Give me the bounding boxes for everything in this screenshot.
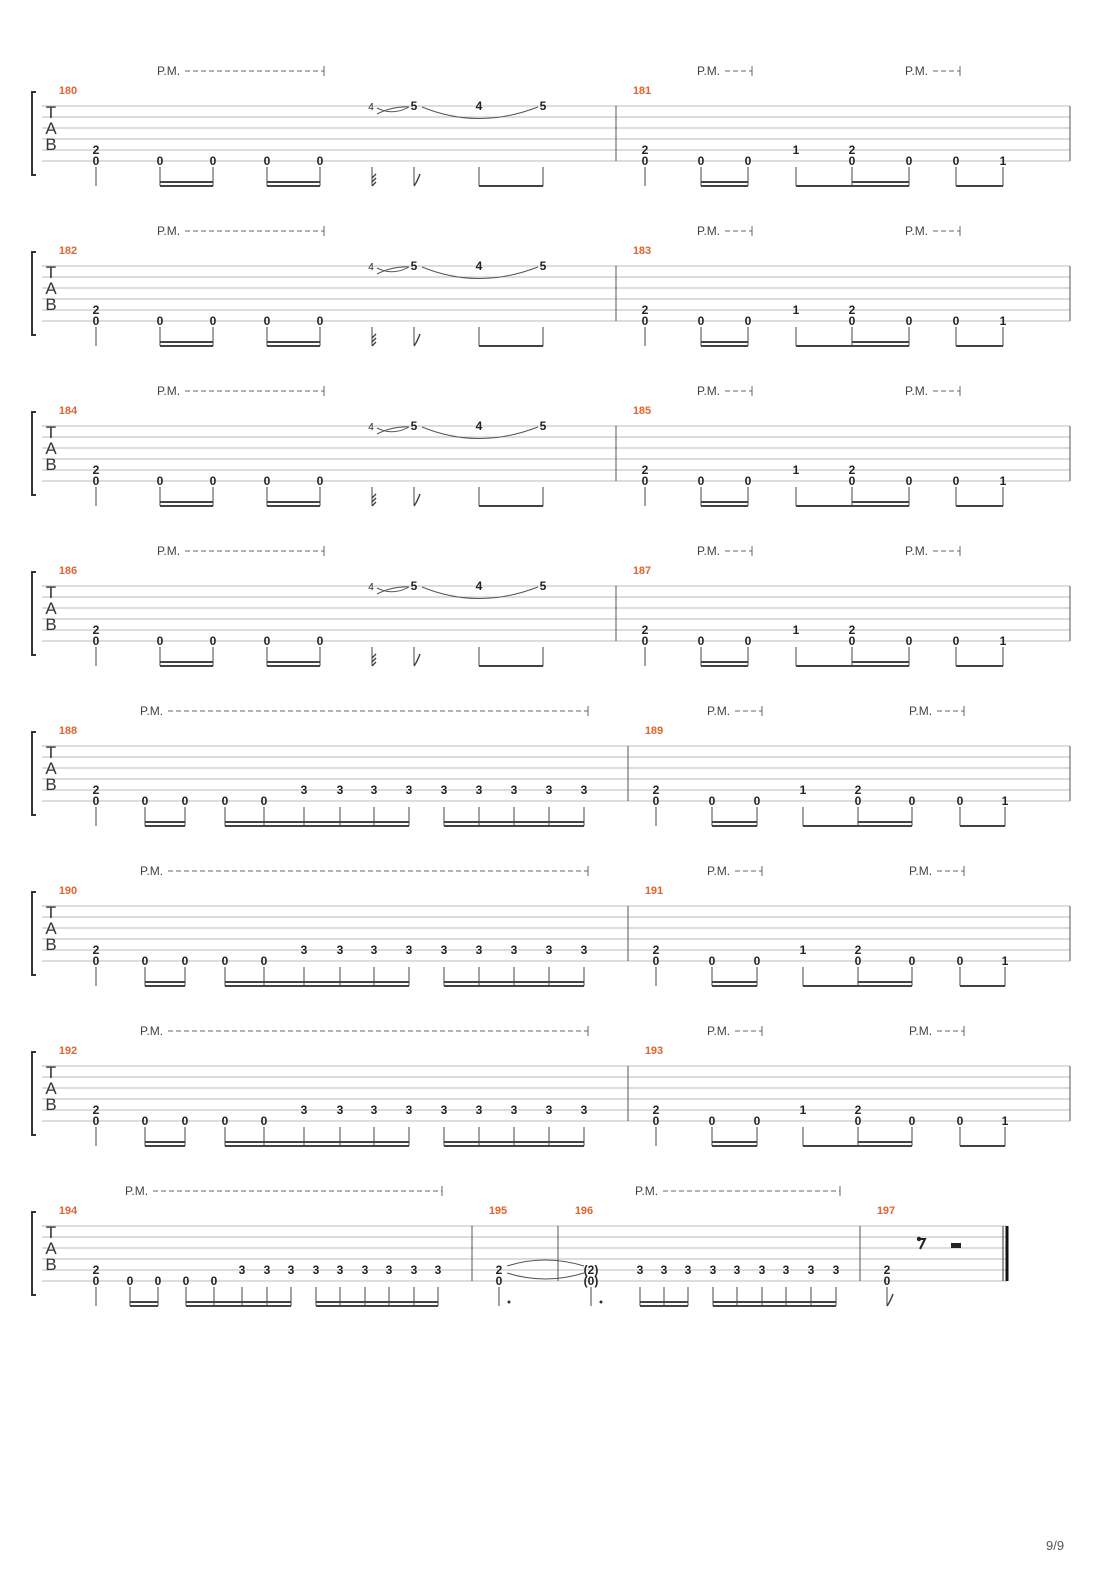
fret-number: 0	[641, 634, 649, 648]
fret-number: 2	[92, 463, 100, 477]
fret-number: 2	[652, 1103, 660, 1117]
fret-number: 3	[545, 943, 553, 957]
fret-number: 2	[854, 783, 862, 797]
fret-number: 3	[410, 1263, 418, 1277]
fret-number: 0	[744, 154, 752, 168]
fret-number: 0	[652, 794, 660, 808]
palm-mute-label: P.M.	[140, 864, 164, 878]
fret-number: 3	[405, 943, 413, 957]
measure-number: 181	[632, 85, 652, 97]
fret-number: 0	[908, 794, 916, 808]
eighth-rest-dot	[917, 1237, 921, 1241]
fret-number: 3	[807, 1263, 815, 1277]
fret-number: 1	[999, 634, 1007, 648]
slide-curve	[377, 107, 409, 112]
palm-mute-label: P.M.	[707, 864, 731, 878]
fret-number: 3	[336, 1263, 344, 1277]
fret-number: 3	[440, 943, 448, 957]
fret-number: 3	[510, 783, 518, 797]
fret-number: 2	[848, 143, 856, 157]
fret-number: 3	[312, 1263, 320, 1277]
fret-number: 5	[539, 259, 547, 273]
fret-number: 4	[475, 99, 483, 113]
system-bracket	[32, 572, 36, 655]
fret-number: 0	[641, 314, 649, 328]
tab-clef-letter: B	[45, 1095, 57, 1114]
palm-mute-label: P.M.	[125, 1184, 149, 1198]
palm-mute-label: P.M.	[697, 384, 721, 398]
fret-number: 0	[316, 474, 324, 488]
palm-mute-label: P.M.	[909, 864, 933, 878]
fret-number: 0	[209, 634, 217, 648]
fret-number: 0	[141, 1114, 149, 1128]
system-bracket	[32, 1212, 36, 1295]
fret-number: 0	[260, 954, 268, 968]
fret-number: 0	[753, 794, 761, 808]
fret-number: 1	[999, 474, 1007, 488]
fret-number: 0	[708, 1114, 716, 1128]
fret-number: 3	[336, 943, 344, 957]
tab-clef-letter: A	[45, 439, 57, 458]
tab-clef-letter: A	[45, 919, 57, 938]
note-flag	[414, 334, 420, 346]
fret-number: 0	[956, 954, 964, 968]
half-rest	[951, 1243, 961, 1248]
fret-number: 0	[92, 794, 100, 808]
fret-number: 0	[495, 1274, 503, 1288]
fret-number: 5	[410, 99, 418, 113]
measure-number: 183	[632, 245, 652, 257]
fret-number: 3	[287, 1263, 295, 1277]
fret-number: 3	[758, 1263, 766, 1277]
dotted-note-dot	[508, 1301, 511, 1304]
note-flag	[372, 174, 376, 178]
fret-number: 0	[952, 474, 960, 488]
slide-curve	[377, 267, 409, 272]
measure-number: 191	[644, 885, 664, 897]
tab-clef-letter: A	[45, 1079, 57, 1098]
palm-mute-label: P.M.	[697, 64, 721, 78]
tab-clef-letter: B	[45, 775, 57, 794]
palm-mute-label: P.M.	[905, 384, 929, 398]
tab-clef-letter: T	[45, 583, 57, 602]
fret-number: 3	[300, 1103, 308, 1117]
fret-number: 0	[744, 474, 752, 488]
note-flag	[372, 178, 376, 182]
fret-number: 0	[905, 314, 913, 328]
fret-number: 3	[370, 943, 378, 957]
fret-number: 3	[434, 1263, 442, 1277]
slide-curve	[377, 587, 409, 592]
fret-number: 0	[181, 954, 189, 968]
fret-number: 2	[495, 1263, 503, 1277]
fret-number: 0	[854, 954, 862, 968]
fret-number: 2	[641, 463, 649, 477]
fret-number: 0	[141, 954, 149, 968]
note-flag	[372, 662, 376, 666]
fret-number: 0	[263, 474, 271, 488]
fret-number: 3	[361, 1263, 369, 1277]
palm-mute-label: P.M.	[707, 704, 731, 718]
fret-number: 2	[848, 303, 856, 317]
system-bracket	[32, 1052, 36, 1135]
system-bracket	[32, 412, 36, 495]
measure-number: 186	[58, 565, 78, 577]
fret-number: 0	[263, 634, 271, 648]
fret-number: 0	[956, 794, 964, 808]
fret-number: 3	[475, 1103, 483, 1117]
tab-clef-letter: T	[45, 1223, 57, 1242]
fret-number: 2	[848, 623, 856, 637]
tab-clef-letter: A	[45, 759, 57, 778]
fret-number: 3	[300, 943, 308, 957]
tab-clef-letter: A	[45, 599, 57, 618]
fret-number: 3	[636, 1263, 644, 1277]
fret-number: 0	[883, 1274, 891, 1288]
fret-number: 0	[156, 154, 164, 168]
fret-number: 0	[905, 474, 913, 488]
fret-number: 3	[336, 783, 344, 797]
fret-number: 0	[697, 474, 705, 488]
fret-number: 0	[181, 1114, 189, 1128]
note-flag	[414, 174, 420, 186]
fret-number: 0	[848, 474, 856, 488]
fret-number: 4	[475, 579, 483, 593]
fret-number: 2	[854, 1103, 862, 1117]
fret-number: 3	[510, 1103, 518, 1117]
fret-number: 0	[154, 1274, 162, 1288]
fret-number: 2	[641, 303, 649, 317]
fret-number: 0	[210, 1274, 218, 1288]
note-flag	[372, 654, 376, 658]
fret-number: 0	[209, 474, 217, 488]
fret-number: 3	[733, 1263, 741, 1277]
fret-number: 2	[92, 1103, 100, 1117]
grace-fret-number: 4	[368, 582, 374, 593]
fret-number: 0	[156, 634, 164, 648]
palm-mute-label: P.M.	[697, 544, 721, 558]
measure-number: 184	[58, 405, 78, 417]
fret-number: 3	[238, 1263, 246, 1277]
fret-number: 3	[475, 943, 483, 957]
tab-clef-letter: T	[45, 423, 57, 442]
fret-number: 2	[652, 943, 660, 957]
fret-number: 1	[792, 303, 800, 317]
fret-number: 0	[908, 1114, 916, 1128]
fret-number: 3	[660, 1263, 668, 1277]
fret-number: 0	[848, 634, 856, 648]
measure-number: 189	[644, 725, 664, 737]
fret-number: 0	[156, 474, 164, 488]
tie-curve	[507, 1260, 584, 1266]
fret-number: 1	[792, 623, 800, 637]
palm-mute-label: P.M.	[157, 224, 181, 238]
fret-number: 0	[848, 154, 856, 168]
fret-number: 2	[854, 943, 862, 957]
fret-number: 3	[510, 943, 518, 957]
fret-number: 3	[580, 1103, 588, 1117]
fret-number: 3	[370, 1103, 378, 1117]
palm-mute-label: P.M.	[140, 704, 164, 718]
fret-number: (2)	[583, 1263, 599, 1277]
fret-number: 0	[92, 314, 100, 328]
fret-number: 3	[385, 1263, 393, 1277]
palm-mute-label: P.M.	[909, 704, 933, 718]
fret-number: 1	[1001, 954, 1009, 968]
fret-number: 2	[92, 623, 100, 637]
fret-number: 3	[405, 783, 413, 797]
grace-fret-number: 4	[368, 102, 374, 113]
grace-fret-number: 4	[368, 262, 374, 273]
measure-number: 190	[58, 885, 78, 897]
fret-number: 0	[952, 634, 960, 648]
measure-number: 182	[58, 245, 78, 257]
measure-number: 195	[488, 1205, 508, 1217]
palm-mute-label: P.M.	[697, 224, 721, 238]
fret-number: 0	[92, 474, 100, 488]
fret-number: 4	[475, 419, 483, 433]
measure-number: 194	[58, 1205, 78, 1217]
system-bracket	[32, 92, 36, 175]
fret-number: 1	[1001, 794, 1009, 808]
fret-number: 3	[782, 1263, 790, 1277]
note-flag	[372, 494, 376, 498]
note-flag	[414, 494, 420, 506]
tab-clef-letter: B	[45, 615, 57, 634]
fret-number: 2	[92, 783, 100, 797]
fret-number: 5	[539, 579, 547, 593]
tab-clef-letter: B	[45, 295, 57, 314]
fret-number: 0	[182, 1274, 190, 1288]
fret-number: 0	[652, 954, 660, 968]
fret-number: 0	[952, 154, 960, 168]
fret-number: 1	[799, 1103, 807, 1117]
fret-number: 3	[440, 1103, 448, 1117]
fret-number: 5	[410, 259, 418, 273]
fret-number: 4	[475, 259, 483, 273]
fret-number: 0	[652, 1114, 660, 1128]
palm-mute-label: P.M.	[157, 544, 181, 558]
fret-number: 2	[641, 623, 649, 637]
fret-number: 0	[316, 634, 324, 648]
fret-number: 0	[92, 1274, 100, 1288]
palm-mute-label: P.M.	[157, 64, 181, 78]
fret-number: 3	[336, 1103, 344, 1117]
fret-number: 0	[263, 314, 271, 328]
fret-number: 0	[744, 634, 752, 648]
fret-number: 0	[92, 154, 100, 168]
fret-number: 0	[848, 314, 856, 328]
tab-clef-letter: T	[45, 103, 57, 122]
fret-number: 0	[753, 954, 761, 968]
fret-number: 0	[260, 794, 268, 808]
fret-number: 0	[905, 634, 913, 648]
measure-number: 187	[632, 565, 652, 577]
palm-mute-label: P.M.	[157, 384, 181, 398]
fret-number: 1	[799, 783, 807, 797]
fret-number: 0	[221, 954, 229, 968]
note-flag	[372, 502, 376, 506]
fret-number: 0	[92, 634, 100, 648]
page-number: 9/9	[1046, 1538, 1065, 1553]
palm-mute-label: P.M.	[905, 224, 929, 238]
note-flag	[372, 182, 376, 186]
fret-number: 0	[641, 474, 649, 488]
palm-mute-label: P.M.	[140, 1024, 164, 1038]
fret-number: 0	[263, 154, 271, 168]
fret-number: 0	[744, 314, 752, 328]
tab-clef-letter: T	[45, 743, 57, 762]
fret-number: 5	[410, 579, 418, 593]
palm-mute-label: P.M.	[707, 1024, 731, 1038]
measure-number: 193	[644, 1045, 664, 1057]
fret-number: 2	[92, 1263, 100, 1277]
measure-number: 196	[574, 1205, 594, 1217]
fret-number: 0	[854, 1114, 862, 1128]
tab-clef-letter: B	[45, 1255, 57, 1274]
fret-number: 0	[316, 314, 324, 328]
fret-number: 0	[641, 154, 649, 168]
fret-number: 3	[709, 1263, 717, 1277]
fret-number: 3	[370, 783, 378, 797]
fret-number: 0	[209, 154, 217, 168]
measure-number: 185	[632, 405, 652, 417]
fret-number: 1	[792, 143, 800, 157]
note-flag	[372, 658, 376, 662]
tab-clef-letter: T	[45, 903, 57, 922]
fret-number: 2	[92, 143, 100, 157]
fret-number: 3	[300, 783, 308, 797]
fret-number: 2	[883, 1263, 891, 1277]
tab-clef-letter: A	[45, 279, 57, 298]
note-flag	[414, 654, 420, 666]
tie-curve	[507, 1273, 584, 1279]
tab-clef-letter: B	[45, 455, 57, 474]
fret-number: 0	[708, 954, 716, 968]
grace-fret-number: 4	[368, 422, 374, 433]
tab-clef-letter: B	[45, 135, 57, 154]
fret-number: 3	[684, 1263, 692, 1277]
fret-number: 5	[410, 419, 418, 433]
fret-number: 5	[539, 419, 547, 433]
fret-number: 0	[92, 1114, 100, 1128]
fret-number: 2	[92, 303, 100, 317]
fret-number: 0	[141, 794, 149, 808]
fret-number: 0	[697, 634, 705, 648]
fret-number: 3	[545, 1103, 553, 1117]
note-flag	[372, 342, 376, 346]
measure-number: 192	[58, 1045, 78, 1057]
measure-number: 180	[58, 85, 78, 97]
fret-number: 0	[952, 314, 960, 328]
fret-number: 3	[832, 1263, 840, 1277]
fret-number: 0	[908, 954, 916, 968]
fret-number: 0	[753, 1114, 761, 1128]
tab-clef-letter: T	[45, 263, 57, 282]
fret-number: 5	[539, 99, 547, 113]
measure-number: 188	[58, 725, 78, 737]
palm-mute-label: P.M.	[635, 1184, 659, 1198]
note-flag	[372, 498, 376, 502]
palm-mute-label: P.M.	[909, 1024, 933, 1038]
fret-number: 1	[1001, 1114, 1009, 1128]
fret-number: 0	[156, 314, 164, 328]
fret-number: 0	[956, 1114, 964, 1128]
palm-mute-label: P.M.	[905, 64, 929, 78]
fret-number: 3	[263, 1263, 271, 1277]
fret-number: 3	[440, 783, 448, 797]
fret-number: 0	[221, 1114, 229, 1128]
fret-number: 0	[92, 954, 100, 968]
palm-mute-label: P.M.	[905, 544, 929, 558]
fret-number: 3	[405, 1103, 413, 1117]
fret-number: 2	[641, 143, 649, 157]
fret-number: 2	[848, 463, 856, 477]
system-bracket	[32, 892, 36, 975]
fret-number: (0)	[583, 1274, 599, 1288]
note-flag	[372, 338, 376, 342]
fret-number: 0	[209, 314, 217, 328]
tab-clef-letter: A	[45, 1239, 57, 1258]
fret-number: 0	[126, 1274, 134, 1288]
fret-number: 3	[580, 783, 588, 797]
fret-number: 0	[854, 794, 862, 808]
tab-clef-letter: B	[45, 935, 57, 954]
fret-number: 1	[999, 154, 1007, 168]
system-bracket	[32, 732, 36, 815]
fret-number: 1	[999, 314, 1007, 328]
fret-number: 0	[221, 794, 229, 808]
fret-number: 0	[905, 154, 913, 168]
dotted-note-dot	[600, 1301, 603, 1304]
fret-number: 3	[545, 783, 553, 797]
note-flag	[887, 1294, 893, 1306]
fret-number: 3	[475, 783, 483, 797]
fret-number: 0	[316, 154, 324, 168]
fret-number: 0	[260, 1114, 268, 1128]
fret-number: 1	[792, 463, 800, 477]
fret-number: 3	[580, 943, 588, 957]
measure-number: 197	[876, 1205, 896, 1217]
tab-clef-letter: A	[45, 119, 57, 138]
fret-number: 1	[799, 943, 807, 957]
note-flag	[372, 334, 376, 338]
tab-clef-letter: T	[45, 1063, 57, 1082]
fret-number: 2	[92, 943, 100, 957]
fret-number: 2	[652, 783, 660, 797]
fret-number: 0	[708, 794, 716, 808]
fret-number: 0	[181, 794, 189, 808]
system-bracket	[32, 252, 36, 335]
slide-curve	[377, 427, 409, 432]
fret-number: 0	[697, 314, 705, 328]
fret-number: 0	[697, 154, 705, 168]
